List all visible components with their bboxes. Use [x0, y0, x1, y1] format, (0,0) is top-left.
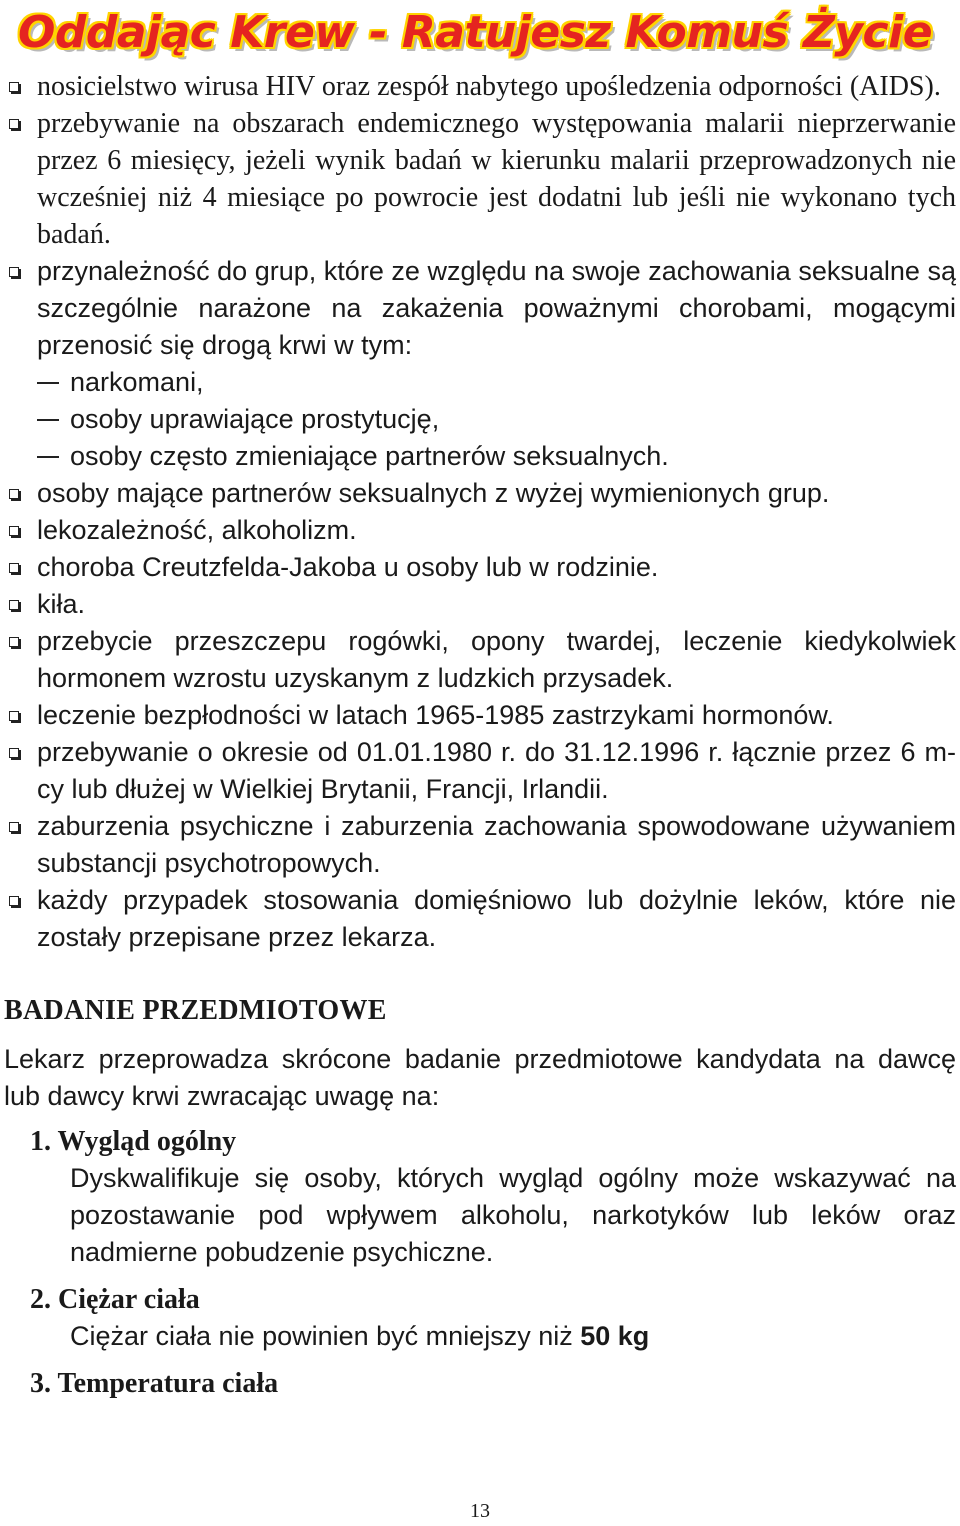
list-item [0, 734, 960, 808]
dash-icon [37, 456, 59, 458]
square-bullet-icon [9, 711, 19, 721]
sub-list-item-text: narkomani, [70, 367, 204, 397]
list-item [0, 808, 960, 882]
examination-item [0, 1123, 960, 1271]
sub-list-item [37, 438, 956, 475]
list-item-text: zaburzenia psychiczne i zaburzenia zachowania spowodowane używaniem substancji psychotropowych. [37, 811, 956, 878]
list-item [0, 586, 960, 623]
examination-item-body: Dyskwalifikuje się osoby, których wygląd ogólny może wskazywać na pozostawanie pod wpływem alkoholu, narkotyków lub leków oraz nadmierne pobudzenie psychiczne. [70, 1163, 956, 1267]
sub-list [37, 364, 956, 475]
page-number: 13 [470, 1500, 490, 1522]
sub-list-item-text: osoby często zmieniające partnerów seksualnych. [70, 441, 669, 471]
list-item [0, 512, 960, 549]
section-intro: Lekarz przeprowadza skrócone badanie przedmiotowe kandydata na dawcę lub dawcy krwi zwracając uwagę na: [4, 1044, 956, 1111]
dash-icon [37, 382, 59, 384]
page-content [0, 68, 960, 1412]
square-bullet-icon [9, 600, 19, 610]
square-bullet-icon [9, 489, 19, 499]
page-banner [0, 2, 960, 64]
examination-item-title: 2. Ciężar ciała [30, 1284, 200, 1315]
examination-item-body: Ciężar ciała nie powinien być mniejszy niż 50 kg [70, 1321, 650, 1351]
list-item [0, 623, 960, 697]
square-bullet-icon [9, 526, 19, 536]
list-item-text: kiła. [37, 589, 86, 619]
examination-item-title: 1. Wygląd ogólny [30, 1126, 237, 1157]
list-item [0, 549, 960, 586]
section-heading: BADANIE PRZEDMIOTOWE [4, 995, 387, 1026]
list-item [0, 253, 960, 475]
square-bullet-icon [9, 896, 19, 906]
list-item-text: przynależność do grup, które ze względu na swoje zachowania seksualne są szczególnie narażone na zakażenia poważnymi chorobami, mogącymi przenosić się drogą krwi w tym: [37, 256, 956, 360]
list-item-text: osoby mające partnerów seksualnych z wyżej wymienionych grup. [37, 478, 830, 508]
examination-item-title: 3. Temperatura ciała [30, 1368, 279, 1399]
list-item-text: przebywanie na obszarach endemicznego występowania malarii nieprzerwanie przez 6 miesięcy, jeżeli wynik badań w kierunku malarii przeprowadzonych nie wcześniej niż 4 miesiące po powrocie jest dodatni lub jeśli nie wykonano tych badań. [37, 108, 956, 250]
list-item-text: przebycie przeszczepu rogówki, opony twardej, leczenie kiedykolwiek hormonem wzrostu uzyskanym z ludzkich przysadek. [37, 626, 956, 693]
list-item-text: każdy przypadek stosowania domięśniowo lub dożylnie leków, które nie zostały przepisane przez lekarza. [37, 885, 956, 952]
square-bullet-icon [9, 637, 19, 647]
sub-list-item [37, 401, 956, 438]
list-item-text: przebywanie o okresie od 01.01.1980 r. do 31.12.1996 r. łącznie przez 6 m-cy lub dłużej w Wielkiej Brytanii, Francji, Irlandii. [37, 737, 956, 804]
list-item [0, 475, 960, 512]
list-item [0, 882, 960, 956]
square-bullet-icon [9, 563, 19, 573]
list-item-text: leczenie bezpłodności w latach 1965-1985 zastrzykami hormonów. [37, 700, 834, 730]
list-item-text: lekozależność, alkoholizm. [37, 515, 357, 545]
list-item-text: choroba Creutzfelda-Jakoba u osoby lub w rodzinie. [37, 552, 659, 582]
examination-item [0, 1281, 960, 1355]
square-bullet-icon [9, 82, 19, 92]
dash-icon [37, 419, 59, 421]
examination-list [0, 1123, 960, 1402]
square-bullet-icon [9, 748, 19, 758]
square-bullet-icon [9, 267, 19, 277]
list-item [0, 68, 960, 105]
sub-list-item-text: osoby uprawiające prostytucję, [70, 404, 440, 434]
banner-title: Oddając Krew - Ratujesz Komuś Życie [17, 7, 933, 58]
examination-item [0, 1365, 960, 1402]
list-item [0, 697, 960, 734]
square-bullet-icon [9, 822, 19, 832]
list-item-text: nosicielstwo wirusa HIV oraz zespół nabytego upośledzenia odporności (AIDS). [37, 71, 941, 102]
weight-value: 50 kg [580, 1321, 650, 1351]
disqualification-list [0, 68, 960, 956]
square-bullet-icon [9, 119, 19, 129]
sub-list-item [37, 364, 956, 401]
list-item [0, 105, 960, 253]
